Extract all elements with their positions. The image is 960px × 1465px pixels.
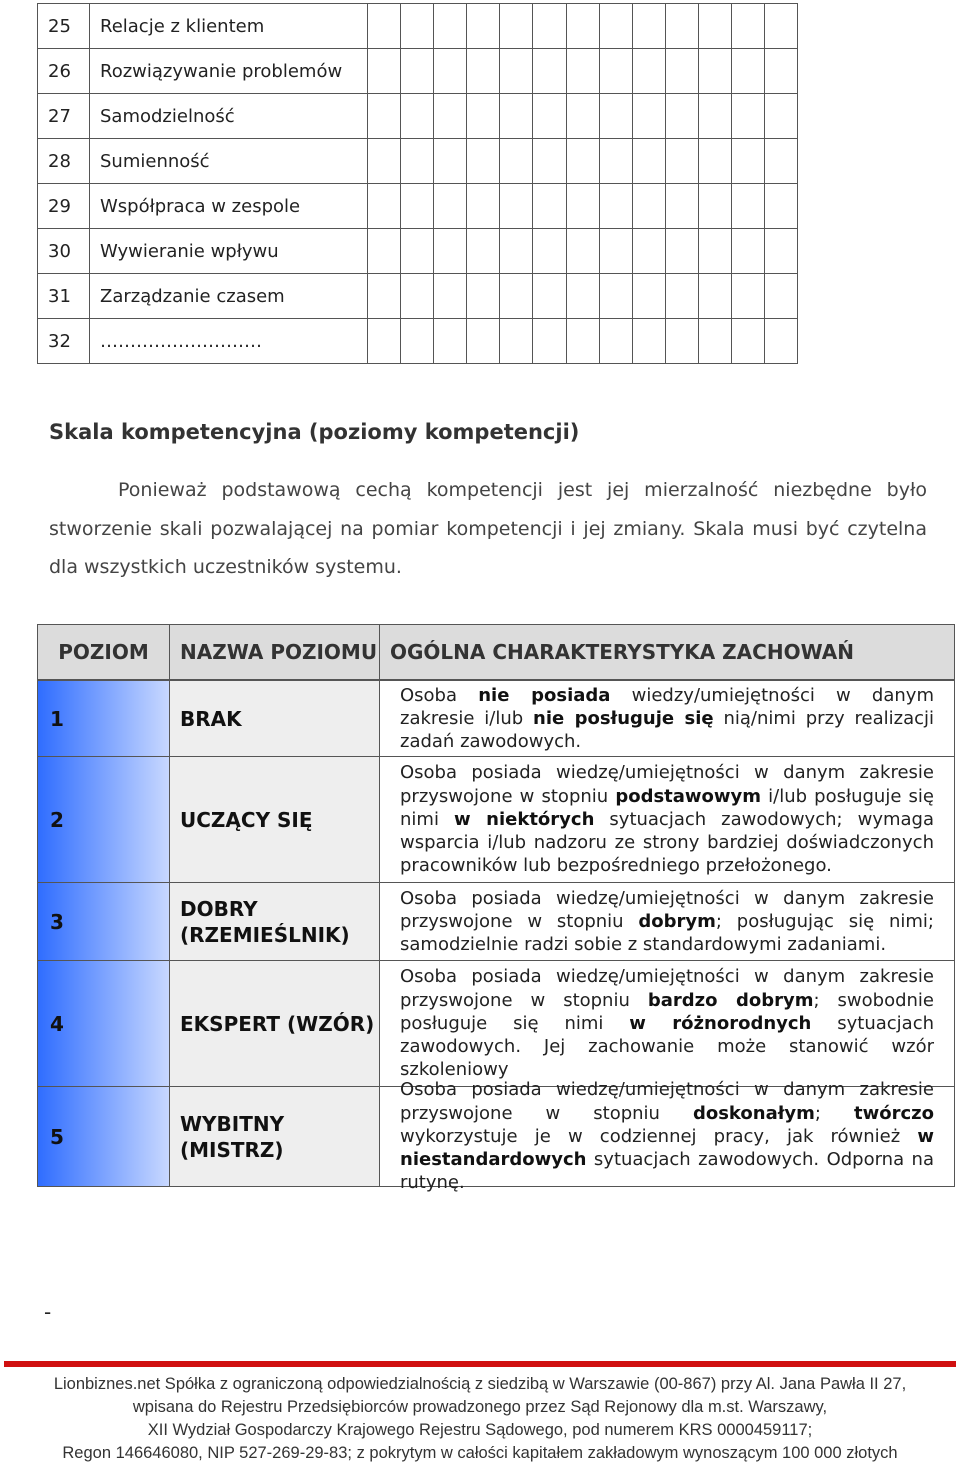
rating-cell (632, 4, 665, 49)
rating-cell (732, 274, 765, 319)
rating-cell (434, 94, 467, 139)
rating-cell (632, 184, 665, 229)
rating-cell (632, 229, 665, 274)
rating-cell (467, 4, 500, 49)
rating-cell (566, 184, 599, 229)
competency-name: ……………………… (90, 319, 368, 364)
rating-cell (500, 274, 533, 319)
competency-number: 32 (38, 319, 90, 364)
competency-name: Zarządzanie czasem (90, 274, 368, 319)
rating-cell (401, 274, 434, 319)
rating-cell (533, 139, 566, 184)
rating-cell (401, 319, 434, 364)
rating-cell (368, 49, 401, 94)
levels-table-body (38, 680, 954, 1194)
rating-cell (533, 4, 566, 49)
rating-cell (698, 274, 731, 319)
rating-cell (368, 319, 401, 364)
rating-cell (599, 184, 632, 229)
rating-cell (368, 94, 401, 139)
rating-cell (368, 139, 401, 184)
level-description-cell (380, 961, 954, 1086)
rating-cell (698, 4, 731, 49)
rating-cell (698, 139, 731, 184)
rating-cell (533, 49, 566, 94)
level-number-cell (38, 757, 170, 882)
level-row (38, 1079, 954, 1194)
rating-cell (698, 229, 731, 274)
table-row (38, 94, 798, 139)
rating-cell (467, 139, 500, 184)
rating-cell (533, 184, 566, 229)
rating-cell (632, 139, 665, 184)
level-row (38, 680, 954, 756)
rating-cell (765, 184, 798, 229)
rating-cell (401, 139, 434, 184)
level-description-cell (380, 757, 954, 882)
rating-cell (467, 319, 500, 364)
competency-number: 28 (38, 139, 90, 184)
rating-cell (500, 184, 533, 229)
level-number: 2 (50, 807, 64, 832)
competency-name: Samodzielność (90, 94, 368, 139)
rating-cell (665, 319, 698, 364)
level-number-cell (38, 1087, 170, 1186)
table-row (38, 184, 798, 229)
rating-cell (566, 139, 599, 184)
level-name-cell (170, 883, 380, 960)
rating-cell (665, 94, 698, 139)
rating-cell (533, 319, 566, 364)
level-description: Osoba posiada wiedzę/umiejętności w danym zakresie przyswojone w stopniu doskonałym; twórczo wykorzystuje je w codziennej pracy, jak również w niestandardowych sytuacjach zawodowych. Odporna na rutynę. (400, 1079, 934, 1194)
rating-cell (533, 274, 566, 319)
rating-cell (533, 94, 566, 139)
rating-cell (599, 139, 632, 184)
rating-cell (368, 184, 401, 229)
table-row (38, 274, 798, 319)
level-number-cell (38, 961, 170, 1086)
footer-line: XII Wydział Gospodarczy Krajowego Rejestru Sądowego, pod numerem KRS 0000459117; (147, 1421, 813, 1439)
rating-cell (665, 274, 698, 319)
rating-cell (401, 94, 434, 139)
rating-cell (599, 49, 632, 94)
rating-cell (765, 319, 798, 364)
rating-cell (401, 184, 434, 229)
level-name: EKSPERT (WZÓR) (180, 1011, 375, 1036)
rating-cell (566, 49, 599, 94)
rating-cell (732, 319, 765, 364)
level-row (38, 960, 954, 1086)
rating-cell (765, 94, 798, 139)
rating-cell (732, 49, 765, 94)
level-name: DOBRY (RZEMIEŚLNIK) (180, 896, 350, 947)
rating-cell (401, 49, 434, 94)
dash-marker: - (44, 1300, 52, 1324)
table-row (38, 4, 798, 49)
rating-cell (566, 94, 599, 139)
competency-number: 31 (38, 274, 90, 319)
company-footer (0, 1373, 960, 1465)
level-description: Osoba posiada wiedzę/umiejętności w danym zakresie przyswojone w stopniu bardzo dobrym; swobodnie posługuje się nimi w różnorodnych sytuacjach zawodowych. Jej zachowanie może stanowić wzór szkoleniowy (400, 966, 935, 1081)
rating-cell (732, 94, 765, 139)
level-number-cell (38, 681, 170, 756)
rating-cell (698, 319, 731, 364)
section-heading: Skala kompetencyjna (poziomy kompetencji) (49, 420, 580, 444)
table-row (38, 319, 798, 364)
section-paragraph: Ponieważ podstawową cechą kompetencji jest jej mierzalność niezbędne było stworzenie skali pozwalającej na pomiar kompetencji i jej zmiany. Skala musi być czytelna dla wszystkich uczestników systemu. (49, 479, 927, 578)
competency-number: 29 (38, 184, 90, 229)
level-name-cell (170, 1087, 380, 1186)
levels-table (37, 624, 955, 1194)
competency-table-body (38, 4, 798, 364)
level-description-cell (380, 1079, 954, 1194)
rating-cell (533, 229, 566, 274)
level-number: 1 (50, 706, 64, 731)
rating-cell (632, 49, 665, 94)
level-number: 3 (50, 909, 64, 934)
rating-cell (368, 229, 401, 274)
rating-cell (665, 49, 698, 94)
rating-cell (434, 4, 467, 49)
rating-cell (566, 229, 599, 274)
rating-cell (765, 274, 798, 319)
level-number-cell (38, 883, 170, 960)
level-name-cell (170, 681, 380, 756)
rating-cell (632, 94, 665, 139)
rating-cell (368, 274, 401, 319)
rating-cell (434, 274, 467, 319)
table-row (38, 49, 798, 94)
rating-cell (500, 139, 533, 184)
competency-name: Rozwiązywanie problemów (90, 49, 368, 94)
rating-cell (500, 94, 533, 139)
rating-cell (467, 94, 500, 139)
rating-cell (765, 49, 798, 94)
rating-cell (599, 319, 632, 364)
rating-cell (434, 229, 467, 274)
rating-cell (467, 184, 500, 229)
footer-line: wpisana do Rejestru Przedsiębiorców prowadzonego przez Sąd Rejonowy dla m.st. Warszawy, (132, 1398, 828, 1416)
rating-cell (599, 4, 632, 49)
level-name: UCZĄCY SIĘ (180, 807, 313, 832)
rating-cell (665, 184, 698, 229)
rating-cell (500, 4, 533, 49)
rating-cell (434, 49, 467, 94)
level-number: 4 (50, 1011, 64, 1036)
competency-name: Wywieranie wpływu (90, 229, 368, 274)
competency-number: 30 (38, 229, 90, 274)
rating-cell (698, 49, 731, 94)
rating-cell (434, 184, 467, 229)
header-level: POZIOM (38, 625, 170, 680)
rating-cell (401, 229, 434, 274)
level-description: Osoba posiada wiedzę/umiejętności w danym zakresie przyswojone w stopniu dobrym; posługując się nimi; samodzielnie radzi sobie z standardowymi zadaniami. (400, 887, 934, 956)
rating-cell (500, 49, 533, 94)
rating-cell (500, 229, 533, 274)
competency-table (37, 3, 798, 364)
rating-cell (467, 229, 500, 274)
level-row (38, 882, 954, 960)
competency-number: 27 (38, 94, 90, 139)
rating-cell (566, 319, 599, 364)
rating-cell (368, 4, 401, 49)
rating-cell (632, 274, 665, 319)
level-name: BRAK (180, 706, 242, 731)
rating-cell (566, 274, 599, 319)
footer-divider (4, 1361, 956, 1367)
rating-cell (665, 229, 698, 274)
level-description: Osoba posiada wiedzę/umiejętności w danym zakresie przyswojone w stopniu podstawowym i/lub posługuje się nimi w niektórych sytuacjach zawodowych; wymaga wsparcia i/lub nadzoru ze strony bardziej doświadczonych pracowników lub bezpośredniego przełożonego. (400, 762, 934, 877)
rating-cell (434, 139, 467, 184)
rating-cell (632, 319, 665, 364)
level-description: Osoba nie posiada wiedzy/umiejętności w danym zakresie i/lub nie posługuje się nią/nimi przy realizacji zadań zawodowych. (400, 684, 934, 753)
competency-number: 26 (38, 49, 90, 94)
rating-cell (434, 319, 467, 364)
rating-cell (665, 4, 698, 49)
competency-name: Sumienność (90, 139, 368, 184)
rating-cell (566, 4, 599, 49)
level-description-cell (380, 681, 954, 756)
rating-cell (467, 49, 500, 94)
rating-cell (401, 4, 434, 49)
rating-cell (500, 319, 533, 364)
footer-line: Lionbiznes.net Spółka z ograniczoną odpowiedzialnością z siedzibą w Warszawie (00-867) przy Al. Jana Pawła II 27, (53, 1375, 907, 1393)
rating-cell (599, 274, 632, 319)
competency-number: 25 (38, 4, 90, 49)
level-description-cell (380, 883, 954, 960)
rating-cell (467, 274, 500, 319)
rating-cell (732, 4, 765, 49)
table-row (38, 229, 798, 274)
footer-line: Regon 146646080, NIP 527-269-29-83; z pokrytym w całości kapitałem zakładowym wynoszącym 100 000 złotych (62, 1444, 898, 1462)
table-row (38, 139, 798, 184)
rating-cell (765, 229, 798, 274)
competency-name: Relacje z klientem (90, 4, 368, 49)
rating-cell (765, 4, 798, 49)
rating-cell (765, 139, 798, 184)
levels-table-header (38, 625, 954, 680)
header-description: OGÓLNA CHARAKTERYSTYKA ZACHOWAŃ (380, 625, 954, 680)
rating-cell (732, 184, 765, 229)
rating-cell (732, 139, 765, 184)
level-number: 5 (50, 1124, 64, 1149)
header-name: NAZWA POZIOMU (170, 625, 380, 680)
level-name-cell (170, 961, 380, 1086)
rating-cell (599, 94, 632, 139)
rating-cell (732, 229, 765, 274)
rating-cell (698, 94, 731, 139)
rating-cell (665, 139, 698, 184)
competency-name: Współpraca w zespole (90, 184, 368, 229)
level-name-cell (170, 757, 380, 882)
level-name: WYBITNY (MISTRZ) (180, 1111, 285, 1162)
rating-cell (698, 184, 731, 229)
level-row (38, 756, 954, 882)
rating-cell (599, 229, 632, 274)
